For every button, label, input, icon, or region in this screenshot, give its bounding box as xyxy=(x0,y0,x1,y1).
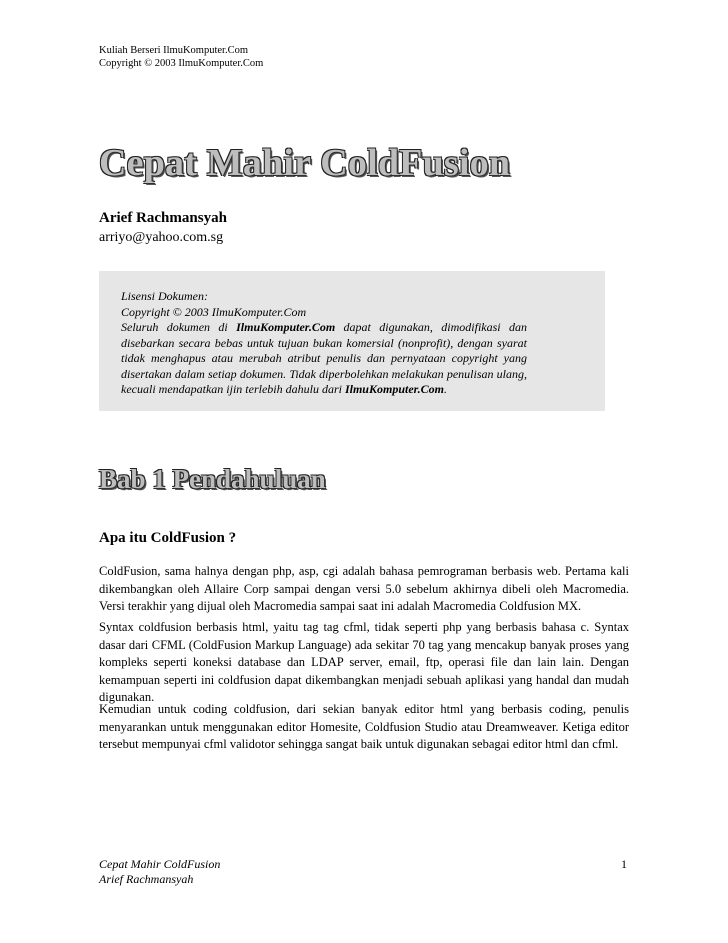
license-text-a: Seluruh dokumen di xyxy=(121,320,237,334)
running-footer xyxy=(99,857,220,887)
license-brand-2: IlmuKomputer.Com xyxy=(344,382,444,396)
paragraph-2: Syntax coldfusion berbasis html, yaitu tag tag cfml, tidak seperti php yang berbasis bahasa c. Syntax dasar dari CFML (ColdFusion Markup Language) ada sekitar 70 tag yang mencakup banyak proses yang kompleks seperti koneksi database dan LDAP server, email, ftp, operasi file dan lain lain. Dengan kemampuan seperti ini coldfusion dapat dikembangkan menjadi sebuah aplikasi yang handal dan mudah digunakan. xyxy=(99,620,629,704)
header-line-2: Copyright © 2003 IlmuKomputer.Com xyxy=(99,58,264,69)
license-body xyxy=(121,320,527,398)
chapter-heading: Bab 1 Pendahuluan xyxy=(99,464,326,494)
footer-title: Cepat Mahir ColdFusion xyxy=(99,857,221,871)
section-heading: Apa itu ColdFusion ? xyxy=(99,530,237,546)
license-box xyxy=(99,271,605,411)
license-heading: Lisensi Dokumen: xyxy=(121,289,208,303)
license-brand: IlmuKomputer.Com xyxy=(236,320,336,334)
running-header xyxy=(99,44,263,70)
document-title: Cepat Mahir ColdFusion xyxy=(99,142,511,184)
license-text xyxy=(121,289,527,398)
header-line-1: Kuliah Berseri IlmuKomputer.Com xyxy=(99,45,249,56)
paragraph-1: ColdFusion, sama halnya dengan php, asp, cgi adalah bahasa pemrograman berbasis web. Pertama kali dikembangkan oleh Allaire Corp sampai dengan versi 5.0 sebelum akhirnya dibeli oleh Macromedia. Versi terakhir yang dijual oleh Macromedia sampai saat ini adalah Macromedia Coldfusion MX. xyxy=(99,564,629,613)
license-copyright: Copyright © 2003 IlmuKomputer.Com xyxy=(121,304,307,319)
author-email[interactable]: arriyo@yahoo.com.sg xyxy=(99,230,224,245)
page-number: 1 xyxy=(621,857,627,871)
footer-author: Arief Rachmansyah xyxy=(99,872,194,886)
license-end: . xyxy=(444,382,447,396)
author-name: Arief Rachmansyah xyxy=(99,210,227,226)
paragraph-3: Kemudian untuk coding coldfusion, dari sekian banyak editor html yang berbasis coding, penulis menyarankan untuk menggunakan editor Homesite, Coldfusion Studio atau Dreamweaver. Ketiga editor tersebut mempunyai cfml validotor sehingga sangat baik untuk digunakan sebagai editor html dan cfml. xyxy=(99,702,629,751)
license-text-b: dapat digunakan, dimodifikasi dan disebarkan secara bebas untuk tujuan bukan komersial (nonprofit), dengan syarat tidak menghapus atau merubah atribut penulis dan pernyataan copyright yang disertakan dalam setiap dokumen. Tidak diperbolehkan melakukan penulisan ulang, kecuali mendapatkan ijin terlebih dahulu dari xyxy=(121,320,528,396)
